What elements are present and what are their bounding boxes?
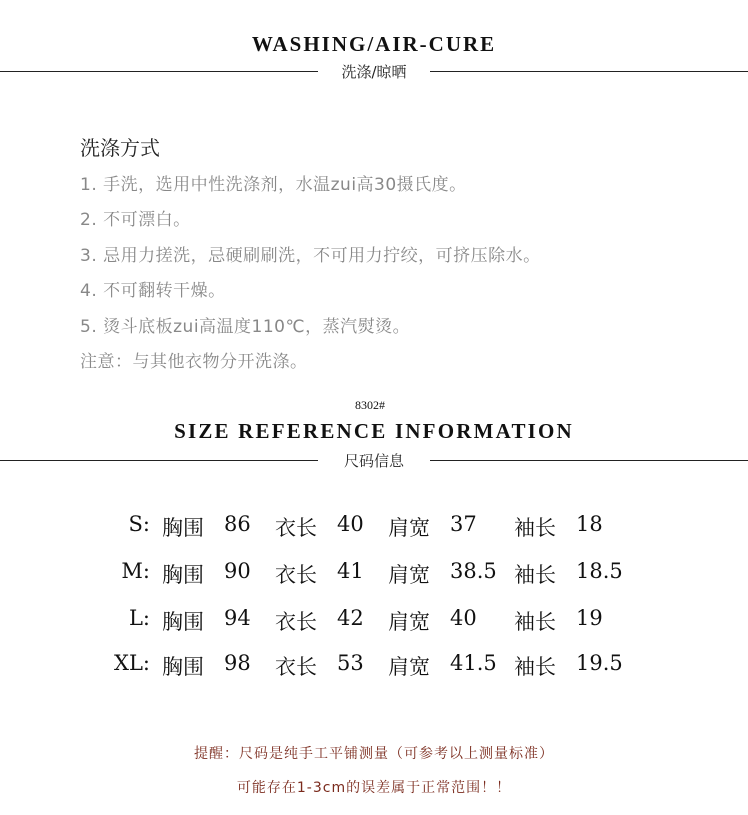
shoulder-value: 38.5 bbox=[450, 559, 497, 583]
length-label: 衣长 bbox=[275, 610, 317, 634]
sleeve-label: 袖长 bbox=[514, 563, 556, 587]
sleeve-label: 袖长 bbox=[514, 516, 556, 540]
shoulder-value: 37 bbox=[450, 512, 477, 536]
sleeve-value: 19.5 bbox=[576, 651, 623, 675]
washing-section-subtitle: 洗涤/晾晒 bbox=[318, 61, 430, 83]
chest-value: 90 bbox=[224, 559, 251, 583]
washing-instruction-5: 5. 烫斗底板zui高温度110℃，蒸汽熨烫。 bbox=[80, 317, 411, 337]
size-row-xl bbox=[0, 651, 748, 681]
length-value: 53 bbox=[337, 651, 364, 675]
size-section-subtitle: 尺码信息 bbox=[318, 450, 430, 472]
size-label: XL: bbox=[114, 651, 150, 675]
length-value: 42 bbox=[337, 606, 364, 630]
chest-value: 94 bbox=[224, 606, 251, 630]
length-label: 衣长 bbox=[275, 516, 317, 540]
sleeve-label: 袖长 bbox=[514, 610, 556, 634]
washing-instruction-4: 4. 不可翻转干燥。 bbox=[80, 281, 226, 301]
chest-label: 胸围 bbox=[162, 563, 204, 587]
chest-value: 86 bbox=[224, 512, 251, 536]
size-label: S: bbox=[128, 512, 150, 536]
washing-section-title: WASHING/AIR-CURE bbox=[251, 32, 497, 56]
shoulder-label: 肩宽 bbox=[388, 610, 430, 634]
shoulder-label: 肩宽 bbox=[388, 516, 430, 540]
size-row-m bbox=[0, 559, 748, 589]
sleeve-value: 18.5 bbox=[576, 559, 623, 583]
size-section-title: SIZE REFERENCE INFORMATION bbox=[174, 419, 574, 443]
length-label: 衣长 bbox=[275, 655, 317, 679]
shoulder-label: 肩宽 bbox=[388, 563, 430, 587]
length-value: 40 bbox=[337, 512, 364, 536]
length-value: 41 bbox=[337, 559, 364, 583]
size-row-l bbox=[0, 606, 748, 636]
washing-instruction-2: 2. 不可漂白。 bbox=[80, 210, 191, 230]
washing-instruction-1: 1. 手洗，选用中性洗涤剂，水温zui高30摄氏度。 bbox=[80, 175, 467, 195]
sleeve-value: 19 bbox=[576, 606, 603, 630]
size-label: M: bbox=[121, 559, 150, 583]
chest-label: 胸围 bbox=[162, 655, 204, 679]
sleeve-label: 袖长 bbox=[514, 655, 556, 679]
shoulder-label: 肩宽 bbox=[388, 655, 430, 679]
tolerance-note: 可能存在1-3cm的误差属于正常范围！！ bbox=[236, 780, 512, 796]
chest-value: 98 bbox=[224, 651, 251, 675]
size-row-s bbox=[0, 512, 748, 542]
size-label: L: bbox=[128, 606, 150, 630]
washing-caution: 注意：与其他衣物分开洗涤。 bbox=[80, 352, 308, 372]
sleeve-value: 18 bbox=[576, 512, 603, 536]
measurement-reminder: 提醒：尺码是纯手工平铺测量（可参考以上测量标准） bbox=[194, 746, 554, 762]
chest-label: 胸围 bbox=[162, 516, 204, 540]
washing-instruction-3: 3. 忌用力搓洗，忌硬刷刷洗，不可用力拧绞，可挤压除水。 bbox=[80, 246, 541, 266]
shoulder-value: 41.5 bbox=[450, 651, 497, 675]
chest-label: 胸围 bbox=[162, 610, 204, 634]
shoulder-value: 40 bbox=[450, 606, 477, 630]
length-label: 衣长 bbox=[275, 563, 317, 587]
washing-method-heading: 洗涤方式 bbox=[80, 136, 160, 160]
product-code: 8302# bbox=[355, 398, 385, 412]
